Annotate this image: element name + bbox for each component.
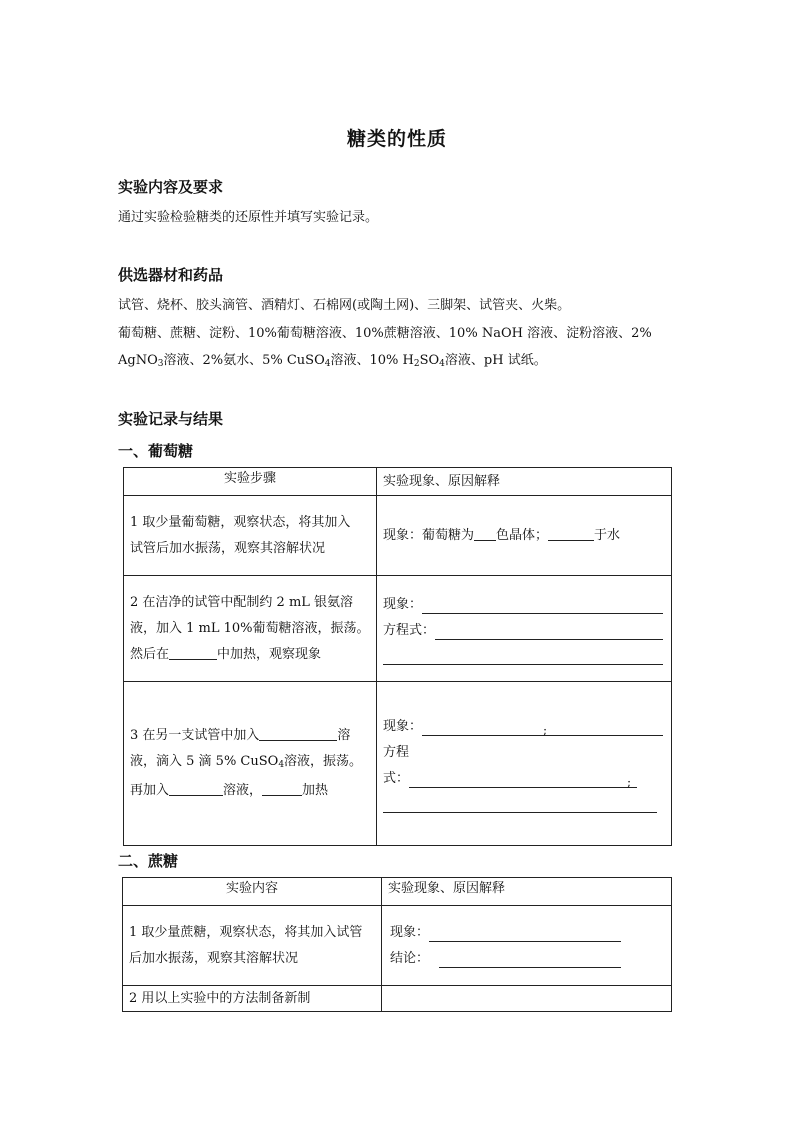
step-2-text-b: 中加热，观察现象 [217, 646, 322, 662]
section-heading-records: 实验记录与结果 [118, 410, 224, 428]
obs-3-phenomenon-line [383, 714, 663, 740]
obs-cell-3 [377, 682, 672, 846]
sucrose-table [122, 877, 672, 1012]
sucrose-obs-cell-2 [382, 986, 672, 1012]
equation-label: 方程式： [383, 623, 436, 638]
table-header-row [123, 878, 672, 906]
step-3-line-2 [130, 749, 370, 778]
sucrose-conclusion-line [390, 946, 621, 972]
equation-label-2: 式： [383, 771, 410, 786]
obs-1-text-a: 现象：葡萄糖为 [383, 527, 475, 543]
step-3-text-d: 溶液，振荡。 [284, 754, 363, 769]
phenomenon-label: 现象： [383, 719, 423, 734]
blank-solubility[interactable] [548, 526, 594, 541]
h2so4-text: 溶液、10% H [330, 353, 414, 368]
cuso4-text: 溶液、2%氨水、5% CuSO [163, 353, 325, 368]
blank-phenomenon[interactable] [422, 595, 663, 614]
header-observations: 实验现象、原因解释 [377, 468, 672, 496]
step-3-text-f: 溶液， [223, 783, 263, 798]
step-3-text-e: 再加入 [130, 783, 170, 798]
step-2-line-1: 2 在洁净的试管中配制约 2 mL 银氨溶 [130, 594, 354, 610]
blank-equation[interactable] [409, 769, 637, 788]
step-1-line-1: 1 取少量葡萄糖，观察状态，将其加入 [130, 514, 351, 530]
obs-2-equation-line [383, 618, 663, 644]
blank-conclusion[interactable] [439, 949, 621, 968]
step-cell-1 [124, 496, 377, 576]
section-heading-materials: 供选器材和药品 [118, 266, 224, 284]
semicolon-mark: ; [626, 775, 631, 789]
blank-equation-cont[interactable] [383, 646, 663, 665]
agno3-text: AgNO [118, 353, 158, 368]
step-cell-3 [124, 682, 377, 846]
table-row [124, 682, 672, 846]
step-2-line-2: 液，加入 1 mL 10%葡萄糖溶液，振荡。 [130, 620, 370, 636]
step-3-text-b: 溶 [337, 728, 351, 743]
obs-1-text-c: 于水 [594, 527, 621, 543]
ph-paper-text: 溶液、pH 试纸。 [444, 353, 547, 368]
step-3-line-1 [130, 723, 370, 749]
requirements-text: 通过实验检验糖类的还原性并填写实验记录。 [118, 210, 379, 225]
subscript: 4 [324, 359, 331, 369]
table-row [124, 576, 672, 682]
subscript: 2 [413, 359, 420, 369]
step-2-line-3 [130, 642, 370, 668]
so4-text: SO [419, 353, 440, 368]
sucrose-step-1-line-2: 后加水振荡，观察其溶解状况 [129, 950, 299, 966]
blank-reagent-1[interactable] [259, 726, 337, 741]
subscript: 3 [157, 359, 164, 369]
header-content: 实验内容 [123, 878, 382, 906]
blank-color[interactable] [474, 526, 496, 541]
obs-3-equation-line [383, 766, 663, 792]
page-title: 糖类的性质 [346, 128, 447, 150]
obs-2-phenomenon-line [383, 592, 663, 618]
semicolon-mark: ; [543, 723, 548, 737]
conclusion-label: 结论： [390, 950, 430, 966]
glucose-table [123, 467, 672, 846]
blank-equation[interactable] [435, 621, 663, 640]
obs-cell-2 [377, 576, 672, 682]
sucrose-step-1-line-1: 1 取少量蔗糖，观察状态，将其加入试管 [129, 924, 363, 940]
step-2-text-a: 然后在 [130, 646, 170, 662]
blank-reagent-2[interactable] [169, 781, 223, 796]
subscript: 4 [439, 359, 445, 369]
step-cell-2 [124, 576, 377, 682]
table-header-row [124, 468, 672, 496]
step-3-text-c: 液，滴入 5 滴 5% CuSO [130, 754, 279, 769]
blank-phenomenon[interactable] [422, 717, 663, 736]
blank-equation-cont[interactable] [383, 794, 657, 813]
materials-line-1: 试管、烧杯、胶头滴管、酒精灯、石棉网(或陶土网)、三脚架、试管夹、火柴。 [118, 298, 571, 313]
step-3-text-a: 3 在另一支试管中加入 [130, 728, 260, 743]
table-row [124, 496, 672, 576]
step-3-text-g: 加热 [302, 783, 329, 798]
phenomenon-label: 现象： [383, 597, 423, 612]
part-heading-glucose: 一、葡萄糖 [118, 442, 194, 460]
equation-label-1: 方程 [383, 745, 410, 760]
sucrose-step-cell-2: 2 用以上实验中的方法制备新制 [123, 986, 382, 1012]
materials-line-2: 葡萄糖、蔗糖、淀粉、10%葡萄糖溶液、10%蔗糖溶液、10% NaOH 溶液、淀粉溶液、2% [118, 326, 652, 341]
obs-cell-1 [377, 496, 672, 576]
phenomenon-label: 现象： [390, 924, 430, 940]
section-heading-requirements: 实验内容及要求 [118, 178, 224, 196]
blank-phenomenon[interactable] [429, 923, 621, 942]
sucrose-phenomenon-line [390, 920, 621, 946]
blank-heat-method[interactable] [262, 781, 302, 796]
sucrose-step-cell-1 [123, 906, 382, 986]
header-observations: 实验现象、原因解释 [382, 878, 672, 906]
obs-1-text-b: 色晶体； [496, 527, 549, 543]
sucrose-obs-cell-1 [382, 906, 672, 986]
materials-line-3 [118, 349, 547, 369]
part-heading-sucrose: 二、蔗糖 [118, 852, 179, 870]
table-row [123, 906, 672, 986]
step-3-line-3 [130, 778, 370, 804]
table-row [123, 986, 672, 1012]
subscript: 4 [278, 760, 285, 770]
step-1-line-2: 试管后加水振荡，观察其溶解状况 [130, 540, 326, 556]
blank-heating-method[interactable] [169, 645, 217, 660]
header-steps: 实验步骤 [124, 468, 377, 496]
